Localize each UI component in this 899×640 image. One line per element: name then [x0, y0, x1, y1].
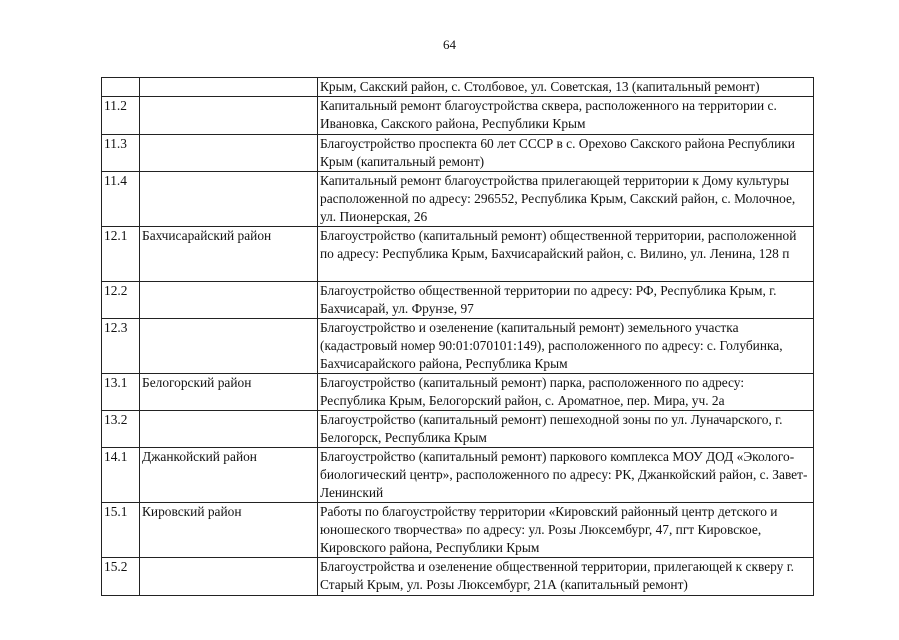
district-cell: [140, 558, 318, 596]
row-number: 12.1: [102, 227, 140, 282]
row-number: 11.3: [102, 135, 140, 172]
project-description: Благоустройство (капитальный ремонт) парка, расположенного по адресу: Республика Крым, Белогорский район, с. Ароматное, пер. Мира, уч. 2а: [318, 374, 814, 411]
row-number: 13.2: [102, 411, 140, 448]
district-cell: [140, 97, 318, 135]
row-number: 12.3: [102, 319, 140, 374]
table-row: [102, 282, 814, 319]
project-description: Благоустройство и озеленение (капитальный ремонт) земельного участка (кадастровый номер 90:01:070101:149), расположенного по адресу: с. Голубинка, Бахчисарайского района, Республика Крым: [318, 319, 814, 374]
row-number: 11.2: [102, 97, 140, 135]
table-row: [102, 558, 814, 596]
projects-table: [101, 77, 814, 596]
page-number: 64: [443, 37, 456, 52]
project-description: Крым, Сакский район, с. Столбовое, ул. Советская, 13 (капитальный ремонт): [318, 78, 814, 97]
table-row: [102, 448, 814, 503]
row-number: 11.4: [102, 172, 140, 227]
table-row: [102, 135, 814, 172]
project-description: Работы по благоустройству территории «Кировский районный центр детского и юношеского творчества» по адресу: ул. Розы Люксембург, 47, пгт Кировское, Кировского района, Республики Крым: [318, 503, 814, 558]
district-cell: [140, 319, 318, 374]
table-row: [102, 319, 814, 374]
district-cell: [140, 135, 318, 172]
row-number: [102, 78, 140, 97]
district-cell: [140, 411, 318, 448]
project-description: Благоустройство (капитальный ремонт) общественной территории, расположенной по адресу: Республика Крым, Бахчисарайский район, с. Вилино, ул. Ленина, 128 п: [318, 227, 814, 282]
table-row: [102, 172, 814, 227]
project-description: Капитальный ремонт благоустройства сквера, расположенного на территории с. Ивановка, Сакского района, Республики Крым: [318, 97, 814, 135]
district-cell: Белогорский район: [140, 374, 318, 411]
row-number: 15.1: [102, 503, 140, 558]
table-row: [102, 503, 814, 558]
district-cell: Джанкойский район: [140, 448, 318, 503]
row-number: 14.1: [102, 448, 140, 503]
project-description: Благоустройство общественной территории по адресу: РФ, Республика Крым, г. Бахчисарай, ул. Фрунзе, 97: [318, 282, 814, 319]
project-description: Капитальный ремонт благоустройства прилегающей территории к Дому культуры расположенной по адресу: 296552, Республика Крым, Сакский район, с. Молочное, ул. Пионерская, 26: [318, 172, 814, 227]
district-cell: [140, 172, 318, 227]
project-description: Благоустройство (капитальный ремонт) пешеходной зоны по ул. Луначарского, г. Белогорск, Республика Крым: [318, 411, 814, 448]
table-row: [102, 78, 814, 97]
district-cell: [140, 282, 318, 319]
table-row: [102, 374, 814, 411]
table-row: [102, 227, 814, 282]
table-row: [102, 97, 814, 135]
district-cell: Кировский район: [140, 503, 318, 558]
project-description: Благоустройство проспекта 60 лет СССР в с. Орехово Сакского района Республики Крым (капитальный ремонт): [318, 135, 814, 172]
district-cell: Бахчисарайский район: [140, 227, 318, 282]
row-number: 13.1: [102, 374, 140, 411]
row-number: 15.2: [102, 558, 140, 596]
project-description: Благоустройства и озеленение общественной территории, прилегающей к скверу г. Старый Крым, ул. Розы Люксембург, 21А (капитальный ремонт): [318, 558, 814, 596]
row-number: 12.2: [102, 282, 140, 319]
table-row: [102, 411, 814, 448]
project-description: Благоустройство (капитальный ремонт) паркового комплекса МОУ ДОД «Эколого-биологический центр», расположенного по адресу: РК, Джанкойский район, с. Завет-Ленинский: [318, 448, 814, 503]
district-cell: [140, 78, 318, 97]
